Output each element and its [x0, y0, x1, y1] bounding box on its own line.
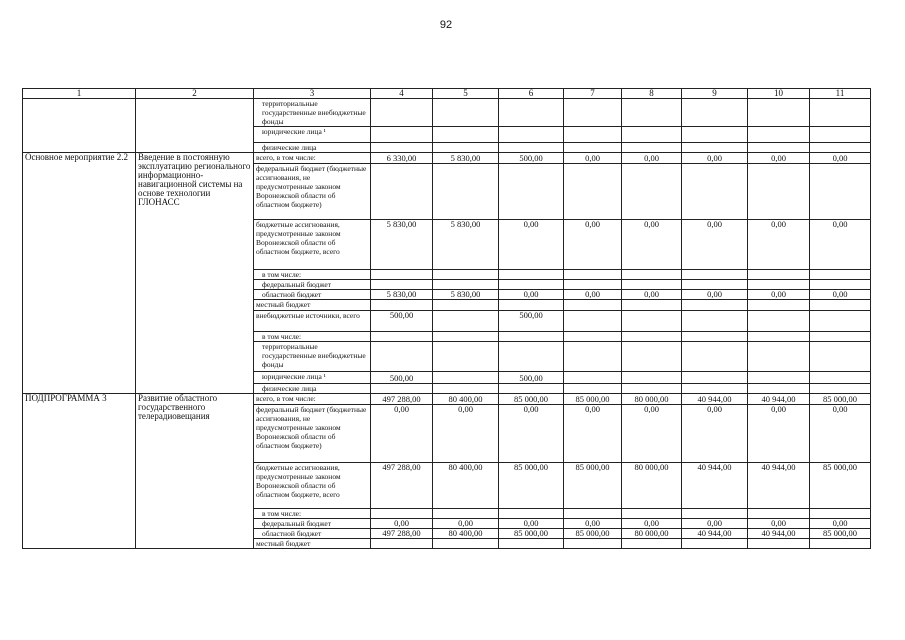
amount-cell: 85 000,00	[499, 463, 564, 509]
amount-cell	[564, 384, 622, 394]
amount-cell: 5 830,00	[371, 220, 433, 270]
amount-cell	[622, 143, 682, 153]
amount-cell	[682, 300, 748, 311]
amount-cell	[622, 300, 682, 311]
amount-cell	[371, 539, 433, 549]
funding-source: областной бюджет	[254, 529, 371, 539]
amount-cell	[499, 539, 564, 549]
amount-cell: 80 000,00	[622, 394, 682, 405]
activity-name: ПОДПРОГРАММА 3	[23, 394, 136, 549]
amount-cell	[564, 372, 622, 384]
column-header-7: 7	[564, 89, 622, 99]
amount-cell: 0,00	[810, 153, 871, 164]
amount-cell: 500,00	[499, 153, 564, 164]
amount-cell: 0,00	[499, 405, 564, 463]
amount-cell	[433, 280, 499, 290]
amount-cell	[682, 539, 748, 549]
amount-cell: 40 944,00	[682, 529, 748, 539]
funding-source: федеральный бюджет (бюджетные ассигнования, не предусмотренные законом Воронежской области об областном бюджете)	[254, 405, 371, 463]
amount-cell	[499, 332, 564, 342]
amount-cell	[622, 270, 682, 280]
amount-cell	[433, 99, 499, 127]
amount-cell: 0,00	[748, 519, 810, 529]
column-header-4: 4	[371, 89, 433, 99]
amount-cell	[499, 143, 564, 153]
amount-cell: 0,00	[810, 519, 871, 529]
amount-cell: 500,00	[499, 311, 564, 332]
budget-table	[22, 88, 871, 549]
amount-cell	[564, 332, 622, 342]
amount-cell: 0,00	[622, 519, 682, 529]
amount-cell	[499, 99, 564, 127]
amount-cell: 0,00	[682, 405, 748, 463]
amount-cell: 0,00	[682, 220, 748, 270]
amount-cell: 0,00	[564, 290, 622, 300]
amount-cell	[499, 280, 564, 290]
amount-cell	[433, 143, 499, 153]
amount-cell	[371, 127, 433, 143]
amount-cell	[371, 332, 433, 342]
amount-cell	[433, 127, 499, 143]
amount-cell	[433, 539, 499, 549]
amount-cell: 0,00	[748, 153, 810, 164]
amount-cell: 85 000,00	[564, 394, 622, 405]
amount-cell: 0,00	[371, 405, 433, 463]
funding-source: федеральный бюджет (бюджетные ассигнования, не предусмотренные законом Воронежской области об областном бюджете)	[254, 164, 371, 220]
amount-cell	[622, 384, 682, 394]
amount-cell: 0,00	[622, 290, 682, 300]
amount-cell	[810, 342, 871, 372]
amount-cell	[564, 311, 622, 332]
amount-cell: 80 000,00	[622, 529, 682, 539]
amount-cell: 85 000,00	[810, 529, 871, 539]
amount-cell: 85 000,00	[564, 529, 622, 539]
amount-cell	[748, 143, 810, 153]
amount-cell	[499, 384, 564, 394]
amount-cell: 497 288,00	[371, 394, 433, 405]
funding-source: местный бюджет	[254, 539, 371, 549]
amount-cell: 40 944,00	[748, 394, 810, 405]
amount-cell	[499, 342, 564, 372]
amount-cell	[810, 127, 871, 143]
amount-cell	[622, 127, 682, 143]
funding-source: всего, в том числе:	[254, 394, 371, 405]
amount-cell: 0,00	[499, 519, 564, 529]
amount-cell	[748, 332, 810, 342]
amount-cell	[748, 509, 810, 519]
amount-cell	[810, 311, 871, 332]
amount-cell: 0,00	[564, 153, 622, 164]
amount-cell	[499, 127, 564, 143]
amount-cell: 0,00	[682, 153, 748, 164]
amount-cell: 40 944,00	[682, 394, 748, 405]
amount-cell	[682, 143, 748, 153]
amount-cell	[622, 539, 682, 549]
amount-cell: 0,00	[810, 290, 871, 300]
amount-cell: 500,00	[371, 311, 433, 332]
table-row	[23, 99, 871, 127]
amount-cell	[748, 372, 810, 384]
amount-cell	[564, 164, 622, 220]
amount-cell	[682, 311, 748, 332]
table-row	[23, 153, 871, 164]
amount-cell	[682, 164, 748, 220]
amount-cell	[564, 342, 622, 372]
amount-cell	[564, 509, 622, 519]
amount-cell: 6 330,00	[371, 153, 433, 164]
funding-source: территориальные государственные внебюджетные фонды	[254, 342, 371, 372]
funding-source: территориальные государственные внебюджетные фонды	[254, 99, 371, 127]
amount-cell	[748, 270, 810, 280]
column-header-6: 6	[499, 89, 564, 99]
amount-cell: 0,00	[682, 290, 748, 300]
amount-cell	[810, 280, 871, 290]
header-row	[23, 89, 871, 99]
amount-cell	[499, 164, 564, 220]
amount-cell: 0,00	[682, 519, 748, 529]
amount-cell	[371, 270, 433, 280]
amount-cell	[371, 300, 433, 311]
amount-cell	[810, 270, 871, 280]
amount-cell	[371, 164, 433, 220]
column-header-9: 9	[682, 89, 748, 99]
amount-cell: 0,00	[371, 519, 433, 529]
amount-cell	[433, 300, 499, 311]
funding-source: бюджетные ассигнования, предусмотренные законом Воронежской области об областном бюджете, всего	[254, 220, 371, 270]
amount-cell	[371, 509, 433, 519]
amount-cell	[682, 99, 748, 127]
amount-cell: 0,00	[499, 290, 564, 300]
amount-cell: 0,00	[810, 220, 871, 270]
amount-cell	[682, 384, 748, 394]
amount-cell	[433, 509, 499, 519]
amount-cell	[371, 342, 433, 372]
amount-cell	[622, 311, 682, 332]
funding-source: в том числе:	[254, 509, 371, 519]
amount-cell	[499, 300, 564, 311]
amount-cell	[499, 270, 564, 280]
amount-cell	[564, 539, 622, 549]
amount-cell: 80 400,00	[433, 529, 499, 539]
amount-cell	[810, 539, 871, 549]
activity-name: Основное мероприятие 2.2	[23, 153, 136, 394]
amount-cell	[433, 384, 499, 394]
amount-cell	[748, 280, 810, 290]
amount-cell	[433, 372, 499, 384]
amount-cell	[748, 300, 810, 311]
amount-cell	[564, 99, 622, 127]
amount-cell	[682, 332, 748, 342]
amount-cell: 80 400,00	[433, 394, 499, 405]
amount-cell	[682, 509, 748, 519]
amount-cell: 0,00	[748, 405, 810, 463]
amount-cell	[564, 300, 622, 311]
amount-cell	[748, 539, 810, 549]
amount-cell	[564, 143, 622, 153]
amount-cell	[433, 311, 499, 332]
amount-cell	[622, 99, 682, 127]
amount-cell	[748, 127, 810, 143]
funding-source: физические лица	[254, 143, 371, 153]
amount-cell	[682, 372, 748, 384]
funding-source: в том числе:	[254, 270, 371, 280]
amount-cell	[564, 270, 622, 280]
amount-cell: 0,00	[564, 220, 622, 270]
amount-cell	[810, 332, 871, 342]
amount-cell	[622, 372, 682, 384]
amount-cell: 40 944,00	[748, 463, 810, 509]
amount-cell: 85 000,00	[810, 394, 871, 405]
funding-source: бюджетные ассигнования, предусмотренные законом Воронежской области об областном бюджете, всего	[254, 463, 371, 509]
activity-description	[136, 99, 254, 153]
column-header-1: 1	[23, 89, 136, 99]
amount-cell	[371, 143, 433, 153]
amount-cell: 80 400,00	[433, 463, 499, 509]
funding-source: юридические лица ¹	[254, 372, 371, 384]
table-row	[23, 394, 871, 405]
amount-cell	[748, 311, 810, 332]
activity-name	[23, 99, 136, 153]
amount-cell: 500,00	[499, 372, 564, 384]
page-number: 92	[439, 19, 453, 31]
amount-cell: 5 830,00	[371, 290, 433, 300]
amount-cell	[810, 164, 871, 220]
funding-source: физические лица	[254, 384, 371, 394]
amount-cell	[810, 99, 871, 127]
amount-cell: 5 830,00	[433, 220, 499, 270]
amount-cell: 85 000,00	[564, 463, 622, 509]
amount-cell	[810, 372, 871, 384]
funding-source: в том числе:	[254, 332, 371, 342]
amount-cell	[748, 384, 810, 394]
amount-cell: 0,00	[433, 519, 499, 529]
amount-cell: 40 944,00	[682, 463, 748, 509]
amount-cell	[810, 509, 871, 519]
funding-source: областной бюджет	[254, 290, 371, 300]
funding-source: федеральный бюджет	[254, 519, 371, 529]
amount-cell	[499, 509, 564, 519]
amount-cell	[682, 270, 748, 280]
amount-cell: 5 830,00	[433, 290, 499, 300]
funding-source: внебюджетные источники, всего	[254, 311, 371, 332]
amount-cell	[433, 342, 499, 372]
amount-cell: 85 000,00	[499, 529, 564, 539]
amount-cell: 0,00	[748, 290, 810, 300]
amount-cell: 0,00	[564, 405, 622, 463]
funding-source: всего, в том числе:	[254, 153, 371, 164]
amount-cell	[748, 164, 810, 220]
activity-description: Введение в постоянную эксплуатацию регионального информационно-навигационной системы на основе технологии ГЛОНАСС	[136, 153, 254, 394]
amount-cell: 40 944,00	[748, 529, 810, 539]
amount-cell: 85 000,00	[810, 463, 871, 509]
activity-description: Развитие областного государственного телерадиовещания	[136, 394, 254, 549]
amount-cell	[810, 300, 871, 311]
amount-cell	[371, 384, 433, 394]
amount-cell: 0,00	[433, 405, 499, 463]
amount-cell: 0,00	[622, 153, 682, 164]
funding-source: федеральный бюджет	[254, 280, 371, 290]
amount-cell	[564, 127, 622, 143]
amount-cell	[748, 342, 810, 372]
column-header-11: 11	[810, 89, 871, 99]
amount-cell: 5 830,00	[433, 153, 499, 164]
amount-cell: 497 288,00	[371, 529, 433, 539]
amount-cell	[622, 342, 682, 372]
column-header-8: 8	[622, 89, 682, 99]
funding-source: юридические лица ¹	[254, 127, 371, 143]
amount-cell: 497 288,00	[371, 463, 433, 509]
column-header-3: 3	[254, 89, 371, 99]
column-header-10: 10	[748, 89, 810, 99]
amount-cell	[682, 127, 748, 143]
amount-cell	[682, 280, 748, 290]
amount-cell: 0,00	[499, 220, 564, 270]
amount-cell	[682, 342, 748, 372]
amount-cell	[622, 509, 682, 519]
amount-cell	[371, 99, 433, 127]
amount-cell	[622, 164, 682, 220]
amount-cell	[748, 99, 810, 127]
amount-cell: 0,00	[622, 220, 682, 270]
column-header-2: 2	[136, 89, 254, 99]
funding-source: местный бюджет	[254, 300, 371, 311]
amount-cell	[433, 332, 499, 342]
amount-cell: 0,00	[810, 405, 871, 463]
amount-cell	[810, 384, 871, 394]
amount-cell: 500,00	[371, 372, 433, 384]
amount-cell	[433, 164, 499, 220]
amount-cell	[810, 143, 871, 153]
amount-cell	[564, 280, 622, 290]
amount-cell: 0,00	[748, 220, 810, 270]
amount-cell: 0,00	[564, 519, 622, 529]
amount-cell: 85 000,00	[499, 394, 564, 405]
amount-cell: 0,00	[622, 405, 682, 463]
amount-cell	[622, 280, 682, 290]
amount-cell	[371, 280, 433, 290]
amount-cell	[622, 332, 682, 342]
amount-cell	[433, 270, 499, 280]
amount-cell: 80 000,00	[622, 463, 682, 509]
column-header-5: 5	[433, 89, 499, 99]
